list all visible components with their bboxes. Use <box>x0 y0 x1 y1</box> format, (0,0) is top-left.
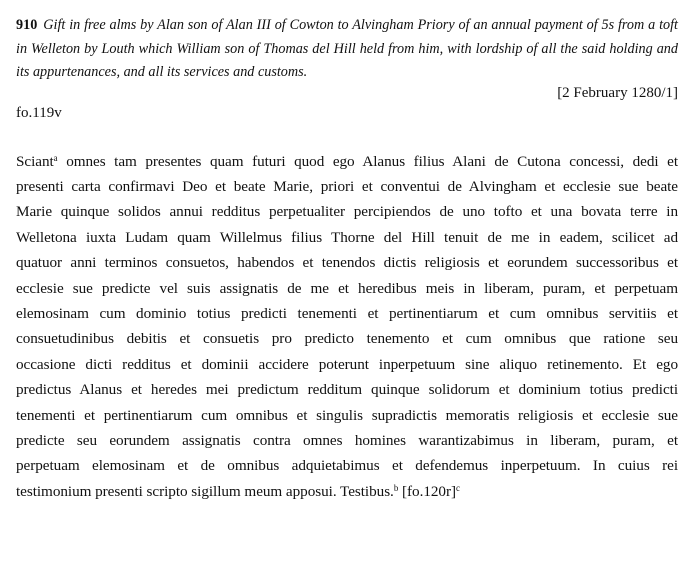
charter-line-2: presenti carta confirmavi Deo et beate Marie, priori et conventui de Alvingham et ecclesie sue beate <box>16 177 678 195</box>
entry-date: [2 February 1280/1] <box>557 84 678 101</box>
document-page <box>16 14 678 504</box>
date-line <box>16 85 678 102</box>
entry-summary: Gift in free alms by Alan son of Alan III of Cowton to Alvingham Priory of an annual payment of 5s from a toft in Welleton by Louth which William son of Thomas del Hill held from him, with lordship of all the said holding and its appurtenances, and all its services and customs. <box>16 17 678 80</box>
footnote-marker-c: c <box>455 482 460 493</box>
charter-line-14 <box>16 479 678 504</box>
charter-line-9: occasione dicti redditus et dominii accidere poterunt inperpetuum sine aliquo retinemento. Et ego <box>16 355 678 373</box>
folio-120r: [fo.120r] <box>398 482 456 500</box>
charter-text <box>16 149 678 505</box>
charter-line-3: Marie quinque solidos annui redditus perpetualiter percipiendos de uno tofto et una bovata terre in <box>16 203 678 221</box>
folio-reference: fo.119v <box>16 104 62 121</box>
charter-line-6: ecclesie sue predicte vel suis assignatis de me et heredibus meis in liberam, puram, et perpetuam <box>16 279 678 297</box>
first-word: Sciant <box>16 152 54 170</box>
footnote-marker-a: a <box>53 152 58 163</box>
entry-number: 910 <box>16 17 38 33</box>
charter-line-11: tenementi et pertinentiarum cum omnibus et singulis supradictis memoratis religiosis et ecclesie sue <box>16 406 678 424</box>
charter-line-13: perpetuam elemosinam et de omnibus adquietabimus et defendemus inperpetuum. In cuius rei <box>16 457 678 475</box>
charter-line-8: consuetudinibus debitis et consuetis pro predicto tenemento et cum omnibus que ratione seu <box>16 330 678 348</box>
charter-line-12: predicte seu eorundem assignatis contra omnes homines warantizabimus in liberam, puram, et <box>16 431 678 449</box>
charter-line-10: predictus Alanus et heredes mei predictum redditum quinque solidorum et dominium totius predicti <box>16 381 678 399</box>
charter-line-4: Welletona iuxta Ludam quam Willelmus filius Thorne del Hill tenuit de me in eadem, scilicet ad <box>16 228 678 246</box>
charter-line-1 <box>16 149 678 174</box>
charter-line-5: quatuor anni terminos consuetos, habendos et tenendos dictis religiosis et eorundem successoribus et <box>16 254 678 272</box>
footnote-marker-b: b <box>393 482 399 493</box>
charter-line-7: elemosinam cum dominio totius predicti tenementi et pertinentiarum et cum omnibus servitiis et <box>16 304 678 322</box>
line-1-rest: omnes tam presentes quam futuri quod ego Alanus filius Alani de Cutona concessi, dedi et <box>57 152 678 170</box>
entry-heading <box>16 14 678 85</box>
last-line-text: testimonium presenti scripto sigillum meum apposui. Testibus. <box>16 482 394 500</box>
